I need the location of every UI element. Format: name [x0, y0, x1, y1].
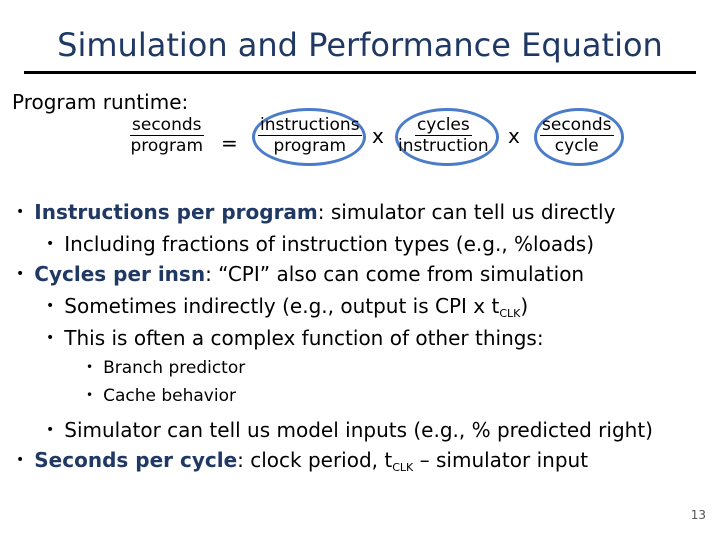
term-cycles-per-instruction	[398, 115, 489, 156]
lhs-fraction	[130, 115, 204, 156]
term2-numerator: cycles	[416, 115, 470, 135]
term-instructions-per-program	[258, 115, 362, 156]
term1-denominator: program	[273, 136, 347, 156]
term1-numerator: instructions	[260, 115, 360, 135]
sub-bullet-indirect-cpi: • Sometimes indirectly (e.g., output is CPI x $t_{CLK}$)	[46, 294, 529, 320]
bullet-cycles-per-insn: • Cycles per insn: “CPI” also can come from simulation	[16, 262, 585, 286]
times-sign-1: x	[372, 124, 384, 148]
page-number: 13	[690, 508, 706, 522]
equals-sign: =	[221, 131, 238, 155]
term3-numerator: seconds	[542, 115, 612, 135]
sub-sub-bullet-cache-behavior: • Cache behavior	[86, 386, 236, 406]
bullet-seconds-per-cycle: • Seconds per cycle: clock period, $t_{CLK}$ – simulator input	[16, 448, 589, 474]
lhs-numerator: seconds	[132, 115, 202, 135]
term2-denominator: instruction	[398, 136, 489, 156]
sub-bullet-complex-function: • This is often a complex function of other things:	[46, 326, 544, 350]
bullet-instructions-per-program: • Instructions per program: simulator can tell us directly	[16, 200, 616, 224]
sub-bullet-instruction-fractions: • Including fractions of instruction types (e.g., %loads)	[46, 232, 595, 256]
title-underline	[24, 71, 696, 74]
runtime-label: Program runtime:	[12, 90, 189, 114]
sub-bullet-model-inputs: • Simulator can tell us model inputs (e.g., % predicted right)	[46, 418, 653, 442]
lhs-denominator: program	[130, 136, 204, 156]
sub-sub-bullet-branch-predictor: • Branch predictor	[86, 358, 246, 378]
times-sign-2: x	[508, 124, 520, 148]
term-seconds-per-cycle	[540, 115, 614, 156]
slide-title: Simulation and Performance Equation	[57, 26, 663, 64]
term3-denominator: cycle	[554, 136, 599, 156]
